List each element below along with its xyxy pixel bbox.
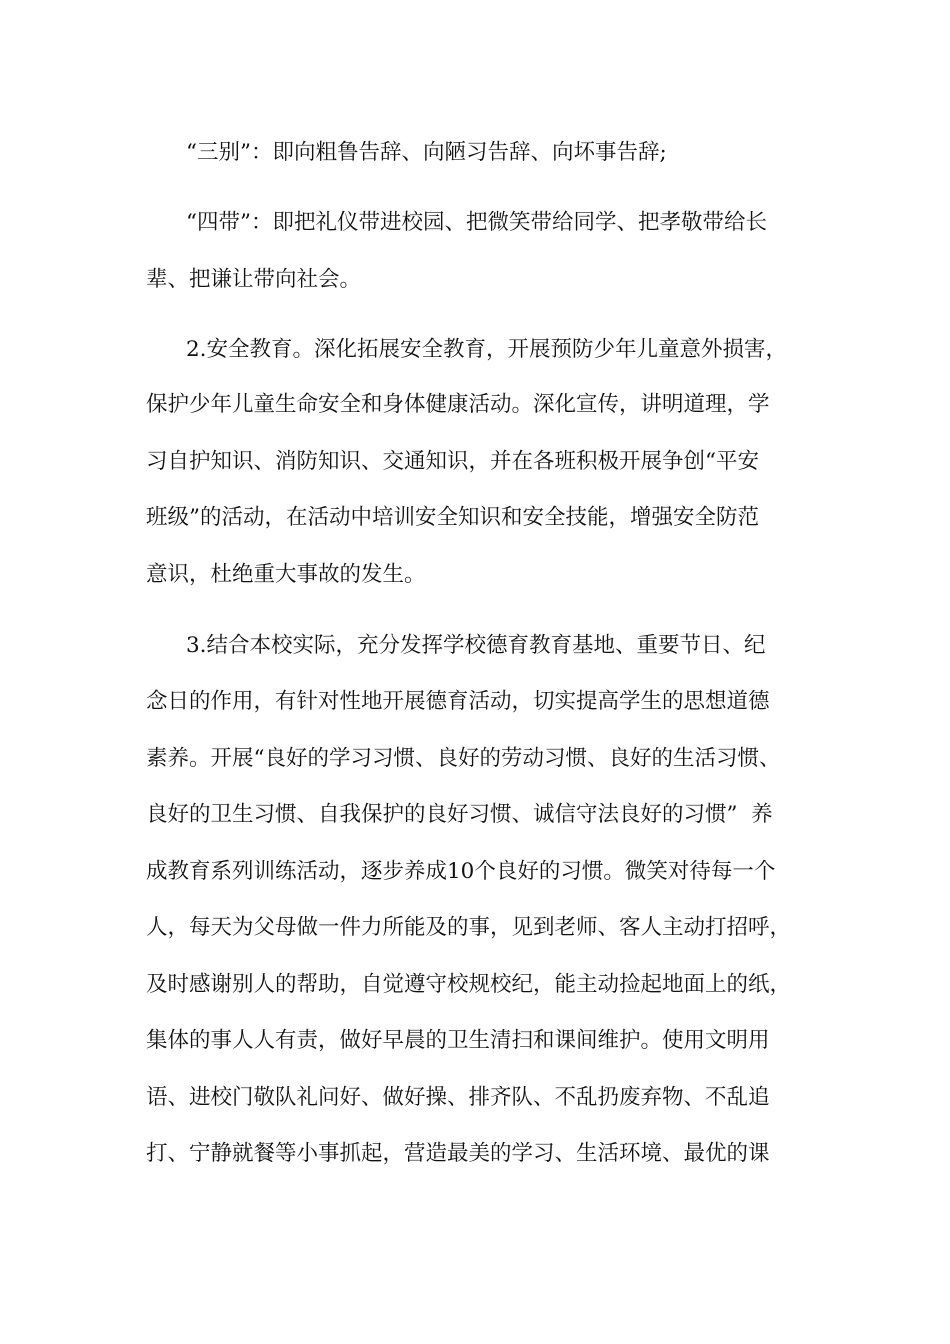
- para-moral-line-4: 良好的卫生习惯、自我保护的良好习惯、诚信守法良好的习惯” 养: [146, 802, 773, 827]
- para-sidai-line-2: 辈、把谦让带向社会。: [146, 267, 362, 292]
- para-moral-line-2: 念日的作用，有针对性地开展德育活动，切实提高学生的思想道德: [146, 689, 770, 714]
- para-moral-line-5: 成教育系列训练活动，逐步养成10个良好的习惯。微笑对待每一个: [146, 859, 776, 884]
- para-moral-line-1: 3.结合本校实际，充分发挥学校德育教育基地、重要节日、纪: [186, 633, 766, 658]
- para-moral-line-9: 语、进校门敬队礼问好、做好操、排齐队、不乱扔废弃物、不乱追: [146, 1085, 770, 1110]
- para-sidai-line-1: “四带”：即把礼仪带进校园、把微笑带给同学、把孝敬带给长: [186, 210, 767, 235]
- para-safety-line-5: 意识，杜绝重大事故的发生。: [146, 562, 426, 587]
- para-moral-line-10: 打、宁静就餐等小事抓起，营造最美的学习、生活环境、最优的课: [146, 1141, 770, 1166]
- para-sanbie-line-1: “三别”：即向粗鲁告辞、向陋习告辞、向坏事告辞;: [186, 140, 667, 165]
- para-moral-line-6: 人，每天为父母做一件力所能及的事，见到老师、客人主动打招呼，: [146, 915, 792, 940]
- para-safety-line-1: 2.安全教育。深化拓展安全教育，开展预防少年儿童意外损害，: [186, 337, 788, 362]
- para-moral-line-7: 及时感谢别人的帮助，自觉遵守校规校纪，能主动捡起地面上的纸，: [146, 972, 792, 997]
- para-safety-line-2: 保护少年儿童生命安全和身体健康活动。深化宣传，讲明道理，学: [146, 392, 770, 417]
- para-moral-line-3: 素养。开展“良好的学习习惯、良好的劳动习惯、良好的生活习惯、: [146, 746, 781, 771]
- para-safety-line-4: 班级”的活动，在活动中培训安全知识和安全技能，增强安全防范: [146, 505, 759, 530]
- para-safety-line-3: 习自护知识、消防知识、交通知识，并在各班积极开展争创“平安: [146, 449, 759, 474]
- para-moral-line-8: 集体的事人人有责，做好早晨的卫生清扫和课间维护。使用文明用: [146, 1028, 770, 1053]
